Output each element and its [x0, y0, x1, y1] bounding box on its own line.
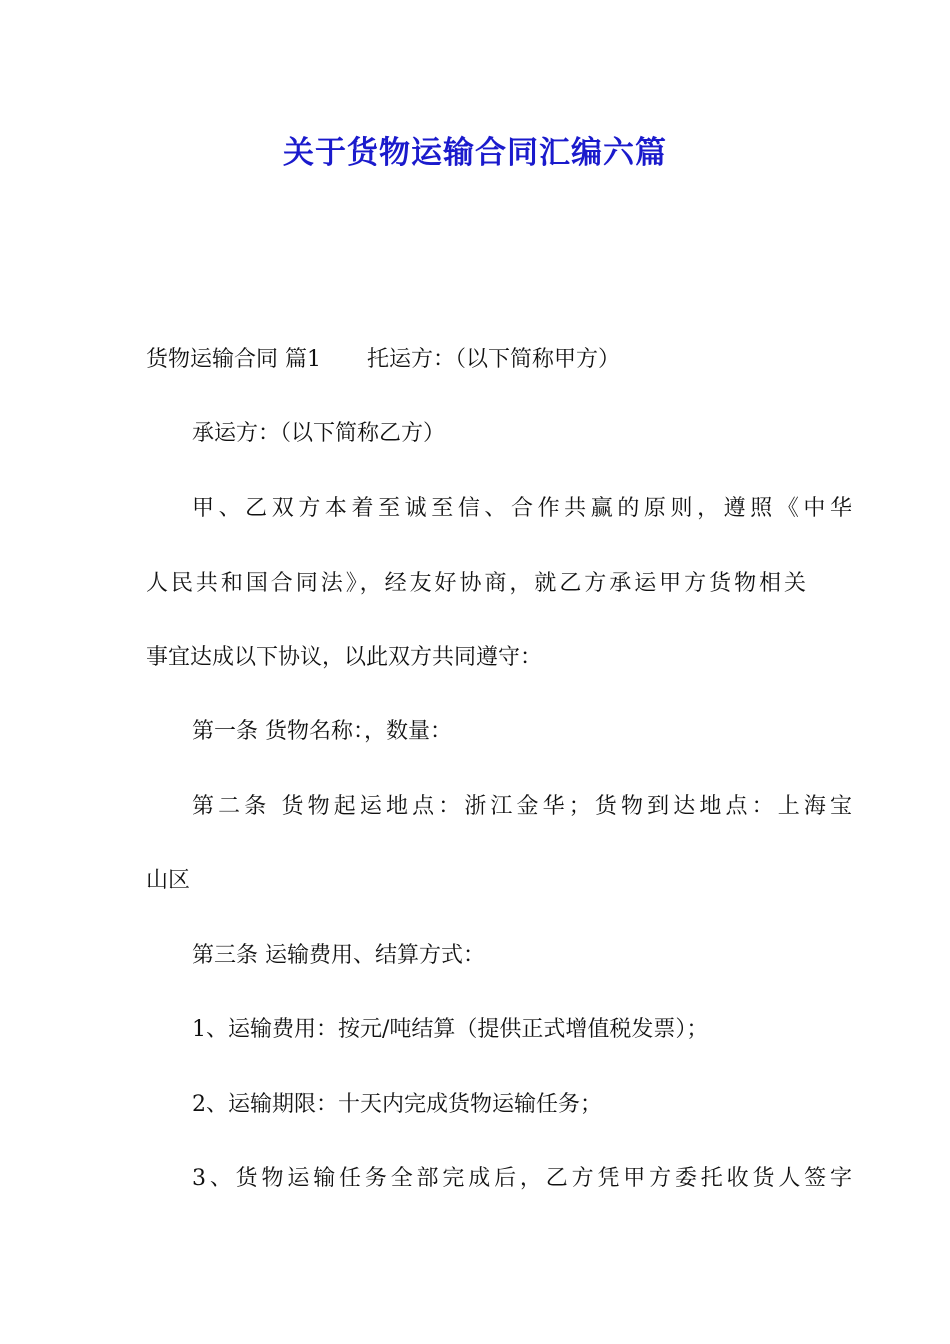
paragraph-line: 承运方：（以下简称乙方） [192, 421, 446, 446]
paragraph-line: 1、运输费用：按元/吨结算（提供正式增值税发票）； [192, 1017, 709, 1042]
paragraph-line: 第二条 货物起运地点：浙江金华；货物到达地点：上海宝 [192, 794, 852, 819]
paragraph-line: 第一条 货物名称：，数量： [192, 719, 452, 744]
paragraph-line: 山区 [146, 868, 191, 893]
paragraph-line: 事宜达成以下协议，以此双方共同遵守： [146, 645, 543, 670]
document-title: 关于货物运输合同汇编六篇 [283, 135, 667, 171]
paragraph-line: 3、货物运输任务全部完成后，乙方凭甲方委托收货人签字 [192, 1166, 852, 1191]
paragraph-line: 2、运输期限：十天内完成货物运输任务； [192, 1092, 602, 1117]
paragraph-line: 第三条 运输费用、结算方式： [192, 943, 485, 968]
paragraph-line: 甲、乙双方本着至诚至信、合作共赢的原则，遵照《中华 [192, 496, 852, 521]
paragraph-line: 人民共和国合同法》，经友好协商，就乙方承运甲方货物相关 [146, 571, 806, 596]
paragraph-line [146, 340, 806, 380]
contract-heading: 货物运输合同 篇1 [146, 347, 321, 372]
consignor-label: 托运方：（以下简称甲方） [367, 347, 621, 372]
